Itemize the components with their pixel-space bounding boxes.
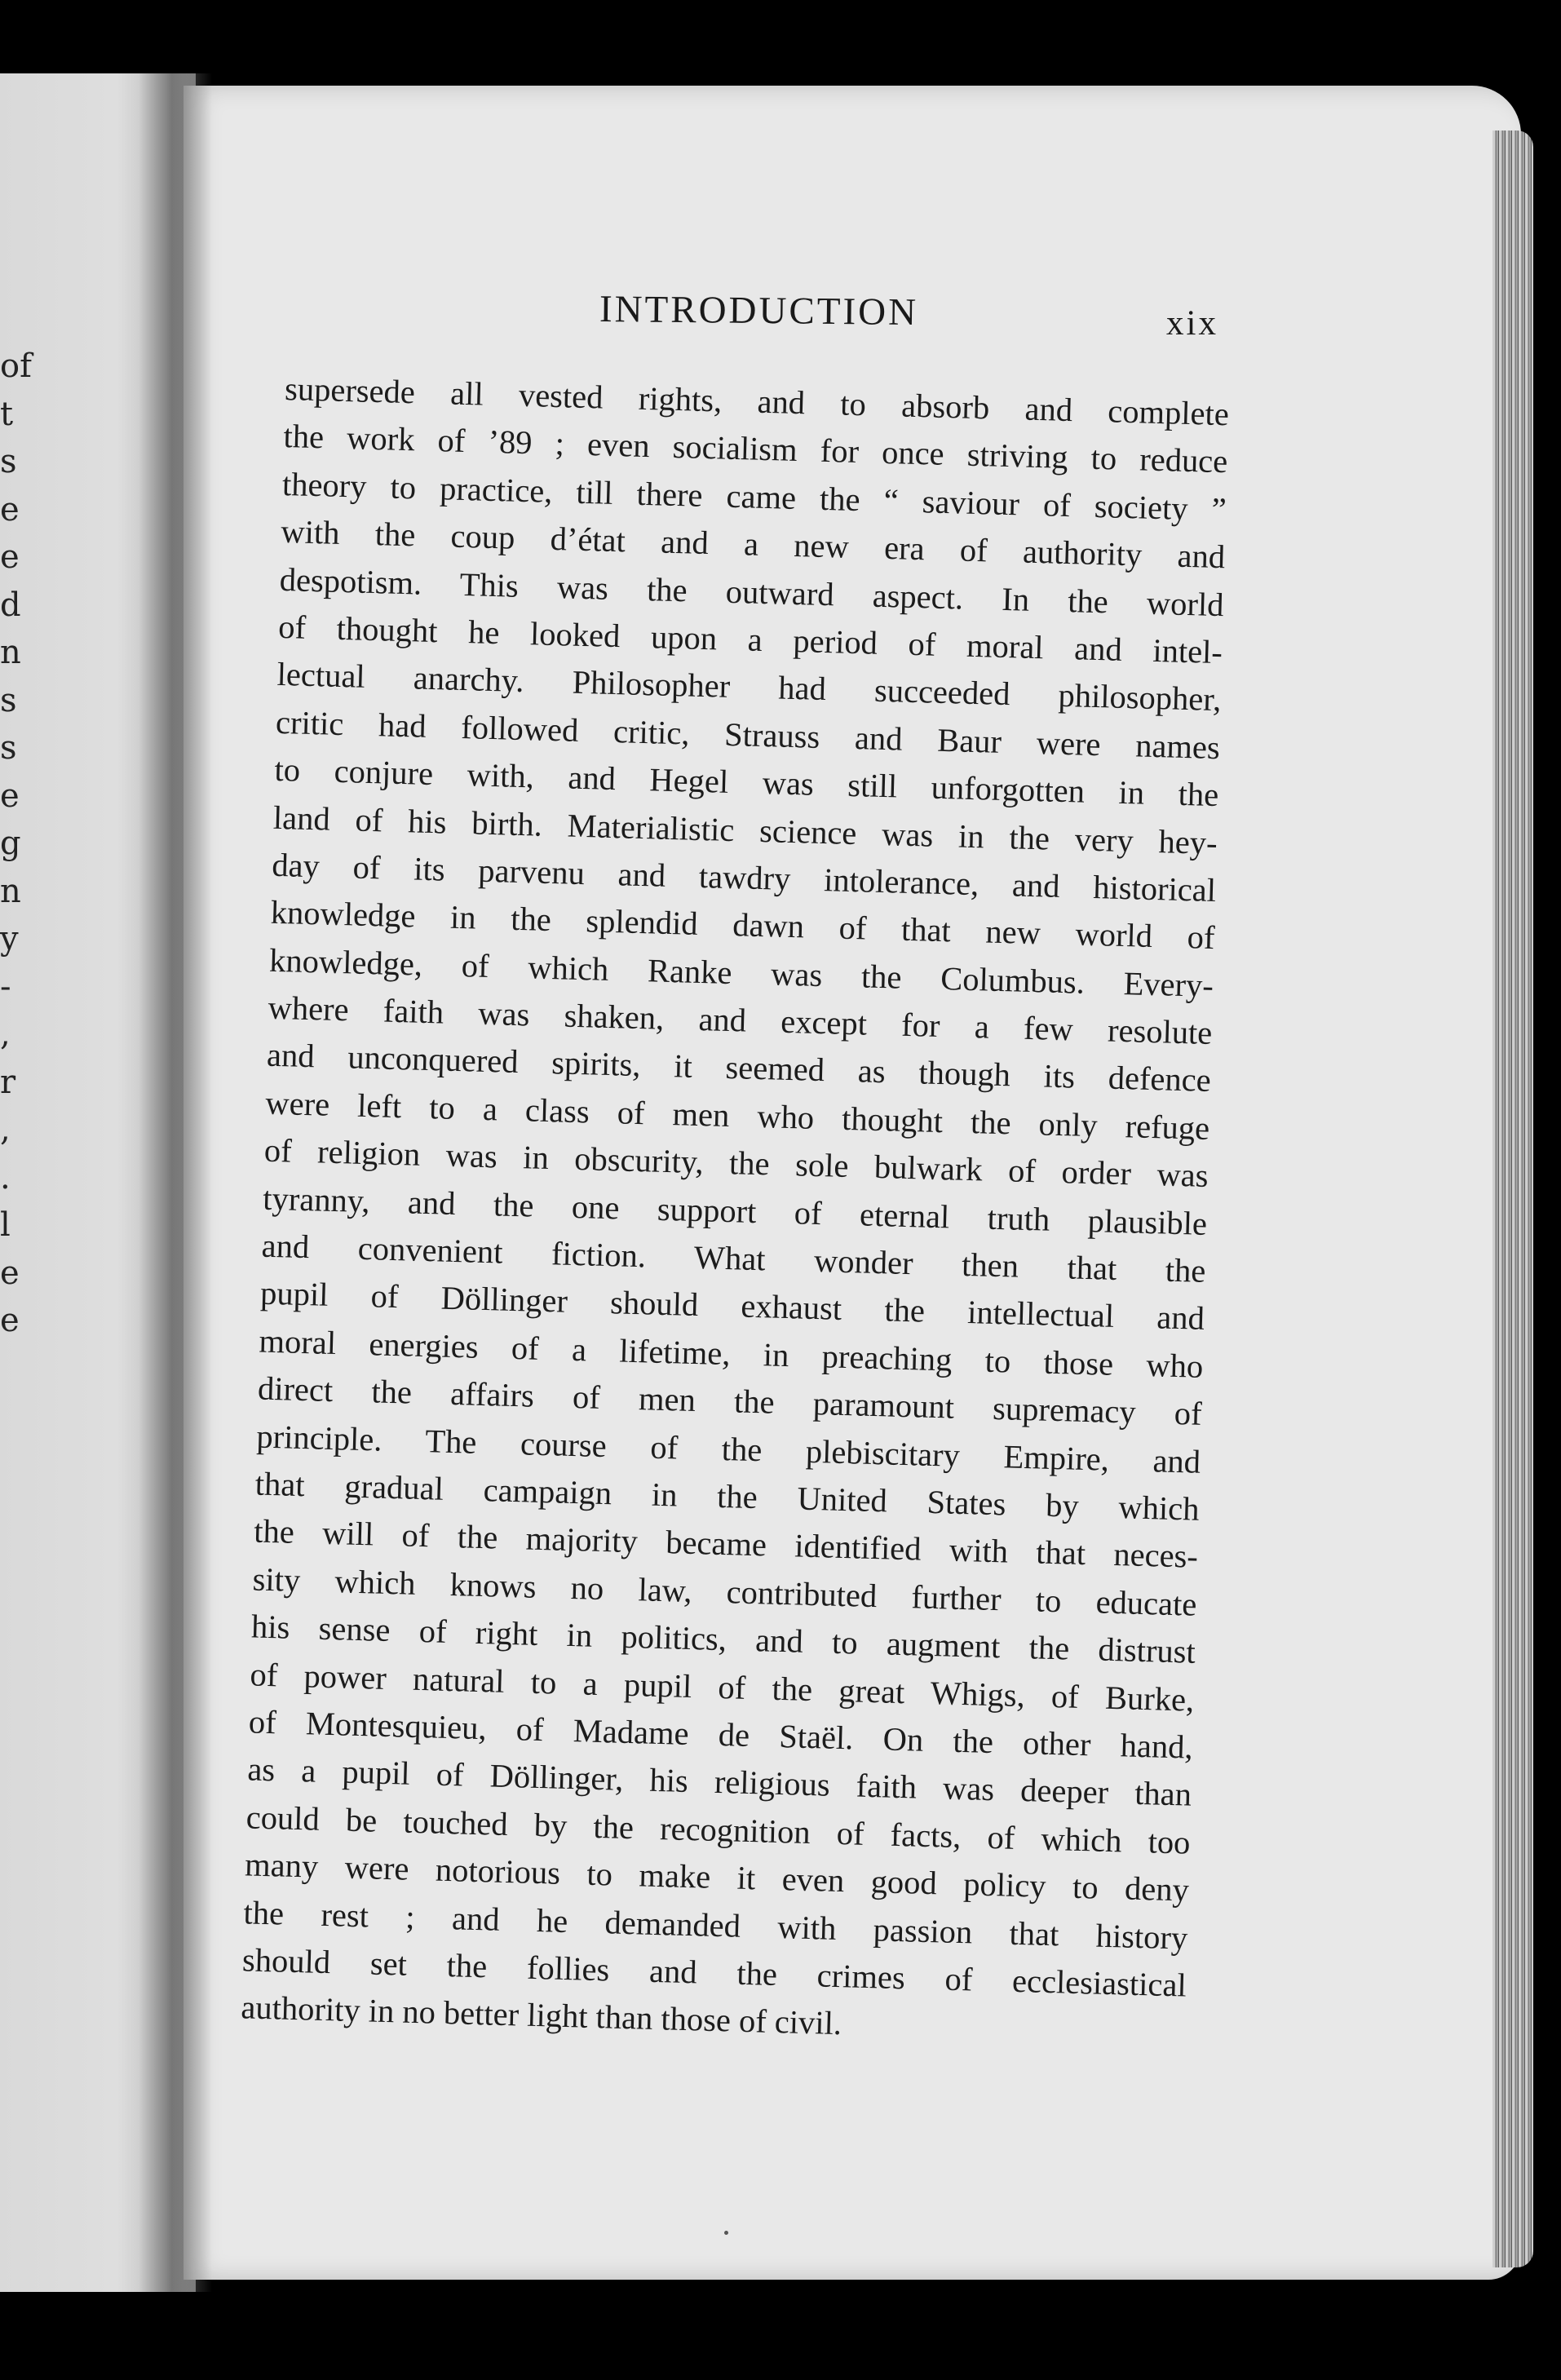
- text-line: lectual anarchy. Philosopher had succeeded philosopher,: [276, 656, 1222, 719]
- text-line: the will of the majority became identified with that neces-: [253, 1512, 1199, 1576]
- text-line: the rest ; and he demanded with passion that history: [243, 1893, 1188, 1957]
- left-page-edge-letter: t: [0, 395, 14, 433]
- text-line: supersede all vested rights, and to absorb and complete: [284, 369, 1230, 433]
- text-line: knowledge in the splendid dawn of that new world of: [270, 894, 1216, 957]
- left-page-edge-letter: e: [0, 490, 20, 529]
- left-page-edge-letter: -: [0, 967, 11, 1006]
- text-line: tyranny, and the one support of eternal truth plausible: [262, 1179, 1208, 1242]
- text-line: to conjure with, and Hegel was still unforgotten in the: [273, 750, 1219, 814]
- page-number: xix: [1166, 304, 1218, 343]
- left-page-edge-letter: e: [0, 776, 20, 815]
- text-line: despotism. This was the outward aspect. In the world: [279, 560, 1225, 623]
- text-line: where faith was shaken, and except for a few resolute: [268, 989, 1213, 1052]
- left-page-edge-letter: g: [0, 825, 21, 862]
- left-page-edge-letters: [0, 343, 33, 1345]
- text-line: as a pupil of Döllinger, his religious faith was deeper than: [246, 1750, 1192, 1814]
- text-line: the work of ’89 ; even socialism for once striving to reduce: [283, 418, 1228, 480]
- body-text: [241, 365, 1230, 2057]
- text-line: moral energies of a lifetime, in preaching to those who: [259, 1322, 1204, 1385]
- text-line: authority in no better light than those of civil.: [240, 1988, 842, 2042]
- page-header: [0, 287, 1561, 343]
- text-line: critic had followed critic, Strauss and Baur were names: [275, 703, 1221, 766]
- text-line: theory to practice, till there came the “ saviour of society ”: [281, 465, 1227, 529]
- text-line: knowledge, of which Ranke was the Columbus. Every-: [268, 941, 1214, 1004]
- text-line: land of his birth. Materialistic science was in the very hey-: [272, 798, 1218, 861]
- left-page-edge-letter: d: [0, 586, 21, 624]
- text-line: pupil of Döllinger should exhaust the intellectual and: [259, 1275, 1205, 1338]
- page-speck: [724, 2231, 728, 2235]
- text-line: principle. The course of the plebiscitary Empire, and: [255, 1418, 1201, 1480]
- left-page-edge-letter: of: [0, 347, 32, 385]
- left-page-edge-letter: r: [0, 1063, 16, 1101]
- left-page-edge-letter: ,: [0, 1015, 11, 1053]
- text-line: direct the affairs of men the paramount supremacy of: [257, 1369, 1203, 1433]
- running-head: INTRODUCTION: [599, 288, 919, 334]
- text-line: that gradual campaign in the United States by which: [254, 1465, 1201, 1528]
- text-line: and convenient fiction. What wonder then that the: [261, 1227, 1206, 1290]
- text-line: with the coup d’état and a new era of authority and: [280, 513, 1226, 576]
- page-fore-edge: [1492, 131, 1533, 2267]
- left-page-edge-letter: n: [0, 634, 21, 671]
- left-page-edge-letter: e: [0, 1302, 20, 1339]
- text-line: of thought he looked upon a period of moral and intel-: [277, 608, 1223, 671]
- text-line: his sense of right in politics, and to augment the distrust: [250, 1608, 1196, 1670]
- left-page-edge-letter: n: [0, 872, 21, 910]
- left-page-edge-letter: s: [0, 729, 17, 767]
- text-line: sity which knows no law, contributed further to educate: [252, 1560, 1197, 1623]
- left-page-edge-letter: ,: [0, 1111, 11, 1148]
- left-page-edge-letter: s: [0, 681, 17, 719]
- left-page-edge-letter: e: [0, 1254, 20, 1292]
- text-line: and unconquered spirits, it seemed as though its defence: [266, 1037, 1212, 1099]
- text-line: were left to a class of men who thought the only refuge: [264, 1084, 1210, 1147]
- text-line: of religion was in obscurity, the sole bulwark of order was: [263, 1131, 1209, 1195]
- left-page-edge-letter: s: [0, 443, 17, 480]
- left-page-edge-letter: .: [0, 1158, 11, 1197]
- text-line: of power natural to a pupil of the great Whigs, of Burke,: [249, 1655, 1195, 1719]
- left-page-edge-letter: l: [0, 1206, 11, 1244]
- text-line: could be touched by the recognition of facts, of which too: [245, 1798, 1192, 1861]
- left-page-edge-letter: y: [0, 920, 19, 958]
- text-line: day of its parvenu and tawdry intolerance, and historical: [271, 846, 1217, 909]
- text-line: of Montesquieu, of Madame de Staël. On the other hand,: [248, 1703, 1194, 1766]
- text-line: should set the follies and the crimes of ecclesiastical: [241, 1941, 1187, 2004]
- text-line: many were notorious to make it even good policy to deny: [244, 1846, 1190, 1909]
- book-gutter: [139, 73, 212, 2292]
- left-page-edge-letter: e: [0, 538, 20, 576]
